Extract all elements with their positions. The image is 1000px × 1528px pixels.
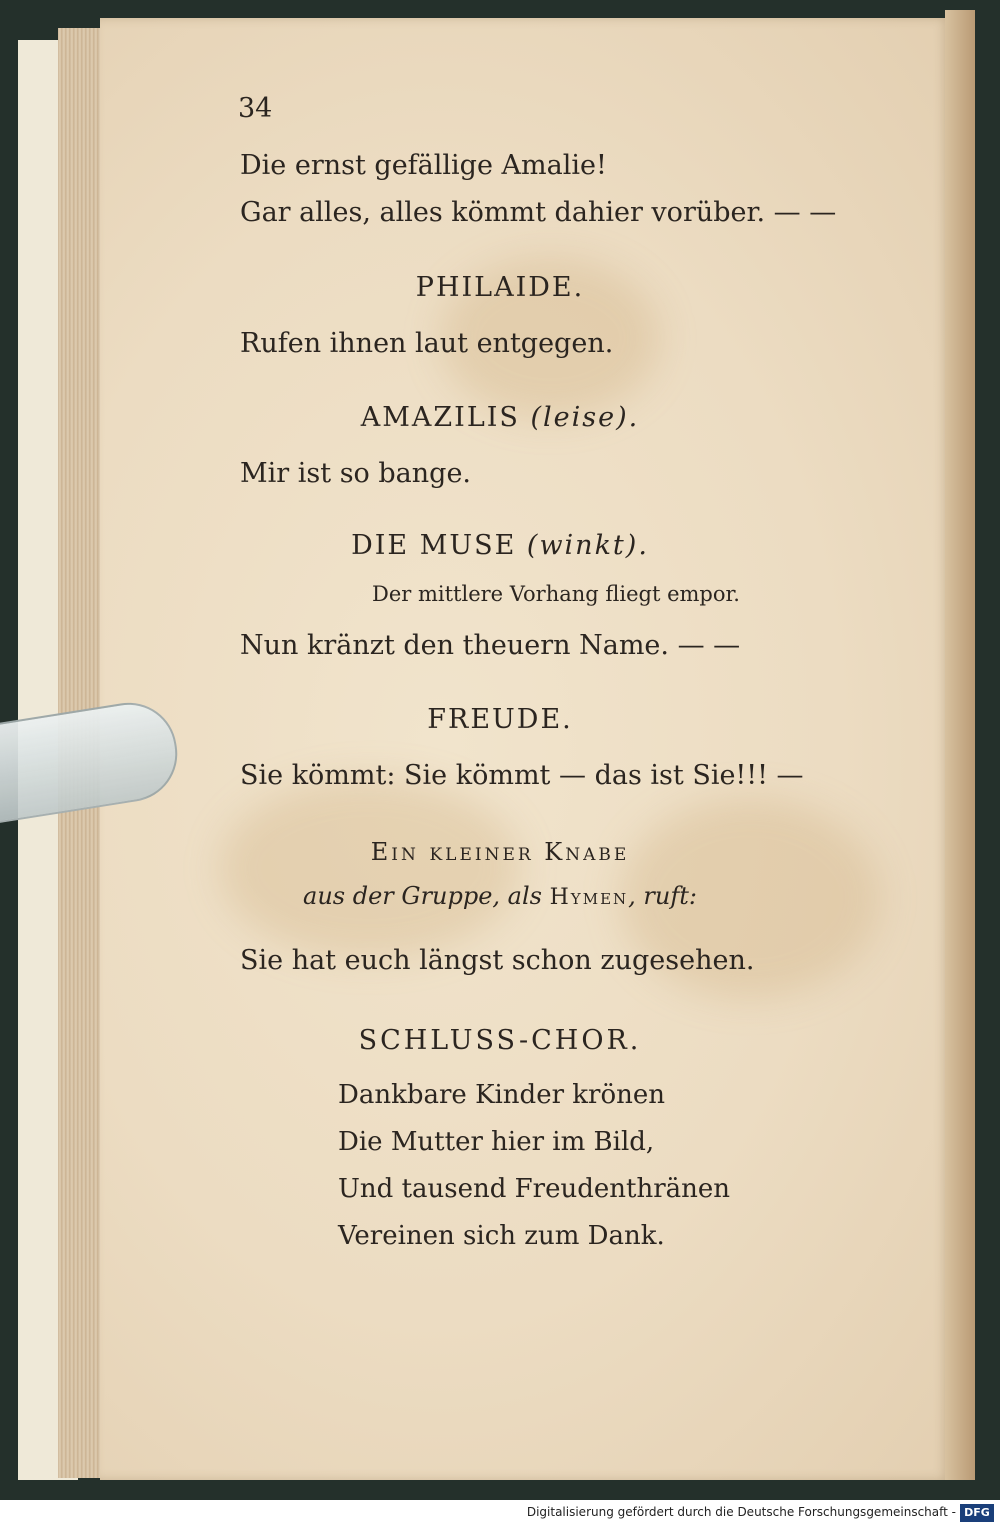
stage-direction-text: , ruft: [628, 882, 697, 910]
footer-credit: Digitalisierung gefördert durch die Deutsche Forschungsgemeinschaft - [526, 1505, 956, 1519]
verse-line: Sie hat euch längst schon zugesehen. [240, 945, 755, 976]
chorus-verse: Und tausend Freudenthränen [338, 1174, 731, 1204]
chorus-verse: Vereinen sich zum Dank. [338, 1221, 665, 1251]
page-right-edge [945, 10, 975, 1480]
speaker-name: FREUDE. [427, 704, 573, 735]
stage-direction-text: aus der Gruppe, als [303, 882, 542, 910]
book-page [100, 18, 950, 1480]
verse-line: Die ernst gefällige Amalie! [240, 150, 607, 181]
stage-direction [0, 882, 1000, 910]
speaker-heading [0, 402, 1000, 433]
verse-line: Nun kränzt den theuern Name. — — [240, 630, 741, 661]
chorus-heading: SCHLUSS-CHOR. [358, 1025, 642, 1056]
speaker-name: Ein kleiner Knabe [370, 838, 630, 866]
speaker-name: AMAZILIS [360, 402, 520, 433]
dfg-logo: DFG [960, 1504, 994, 1522]
character-name: Hymen [549, 885, 629, 910]
verse-line: Gar alles, alles kömmt dahier vorüber. — — [240, 197, 837, 228]
water-stain [220, 778, 520, 958]
stage-direction: Der mittlere Vorhang fliegt empor. [372, 582, 740, 606]
speaker-name: DIE MUSE [351, 530, 517, 561]
verse-line: Mir ist so bange. [240, 458, 472, 489]
chorus-verse: Die Mutter hier im Bild, [338, 1127, 655, 1157]
speaker-name: PHILAIDE. [415, 272, 585, 303]
verse-line: Sie kömmt: Sie kömmt — das ist Sie!!! — [240, 760, 804, 791]
speaker-heading [0, 530, 1000, 561]
stage-direction: (winkt). [526, 530, 649, 561]
stage-direction: (leise). [530, 402, 640, 433]
verse-line: Rufen ihnen laut entgegen. [240, 328, 614, 359]
chorus-verse: Dankbare Kinder krönen [338, 1080, 665, 1110]
page-number: 34 [238, 93, 273, 124]
